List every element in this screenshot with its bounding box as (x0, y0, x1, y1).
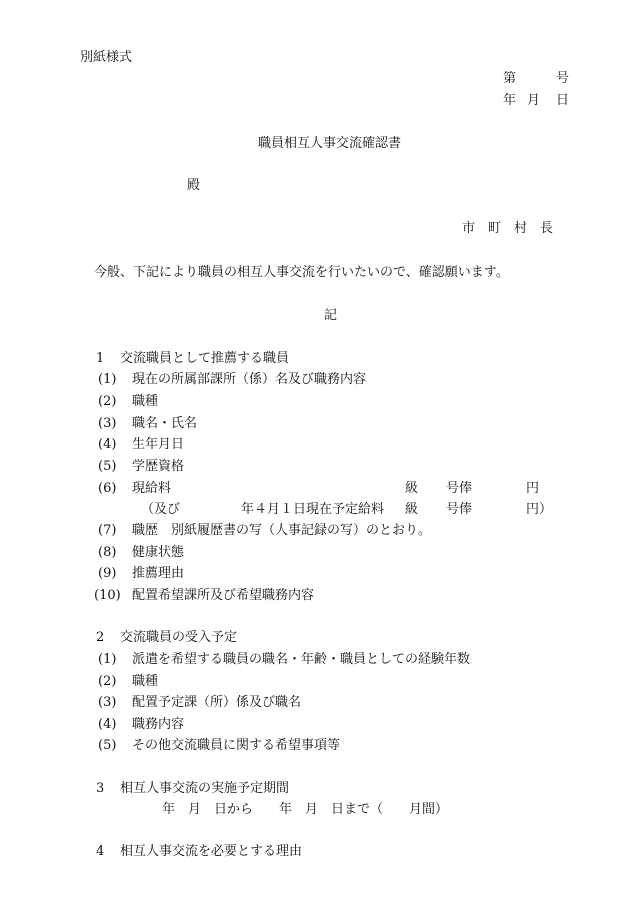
date-year: 年 (503, 93, 517, 108)
s1-item-5-number: (5) (98, 459, 117, 474)
salary-sub-prefix: （及び (141, 502, 181, 517)
date-day: 日 (556, 93, 570, 108)
salary-sub-gohou: 号俸 (446, 502, 473, 517)
ki-label: 記 (324, 308, 338, 323)
salary-en: 円 (526, 481, 540, 496)
doc-number-dai: 第 (503, 71, 517, 86)
salary-kyu: 級 (405, 481, 419, 496)
s2-item-2-text: 職種 (132, 674, 159, 689)
s1-item-6-number: (6) (98, 481, 117, 496)
section-3-heading: 相互人事交流の実施予定期間 (120, 781, 290, 796)
s1-item-9-text: 推薦理由 (132, 566, 185, 581)
intro-text: 今般、下記により職員の相互人事交流を行いたいので、確認願います。 (94, 265, 509, 280)
s1-item-4-number: (4) (98, 437, 117, 452)
s2-item-4-text: 職務内容 (132, 717, 185, 732)
s2-item-1-number: (1) (98, 652, 117, 667)
s1-item-4-text: 生年月日 (132, 437, 185, 452)
issuer: 市 町 村 長 (462, 221, 554, 236)
s2-item-3-number: (3) (98, 695, 117, 710)
s1-item-8-number: (8) (98, 545, 117, 560)
salary-gohou: 号俸 (446, 481, 473, 496)
form-label: 別紙様式 (80, 50, 133, 65)
section-4-heading: 相互人事交流を必要とする理由 (120, 844, 303, 859)
salary-sub-date: 年４月１日現在予定給料 (241, 502, 385, 517)
section-1-heading: 交流職員として推薦する職員 (120, 351, 290, 366)
s2-item-3-text: 配置予定課（所）係及び職名 (132, 695, 302, 710)
salary-sub-en: 円） (526, 502, 553, 517)
date-month: 月 (527, 93, 541, 108)
salary-sub-kyu: 級 (405, 502, 419, 517)
s1-item-3-text: 職名・氏名 (132, 416, 198, 431)
implementation-period: 年 月 日から 年 月 日まで（ 月間） (162, 802, 449, 817)
s1-item-7-text: 職歴 別紙履歴書の写（人事記録の写）のとおり。 (132, 523, 432, 538)
section-3-number: 3 (96, 781, 105, 796)
s2-item-5-number: (5) (98, 738, 117, 753)
section-2-number: 2 (96, 630, 105, 645)
s1-item-7-number: (7) (98, 523, 117, 538)
s1-item-1-number: (1) (98, 372, 117, 387)
s2-item-4-number: (4) (98, 717, 117, 732)
document-title: 職員相互人事交流確認書 (258, 136, 402, 151)
s2-item-5-text: その他交流職員に関する希望事項等 (132, 738, 341, 753)
addressee: 殿 (187, 178, 201, 193)
s1-item-1-text: 現在の所属部課所（係）名及び職務内容 (132, 372, 367, 387)
s1-item-8-text: 健康状態 (132, 545, 185, 560)
s1-item-6-text: 現給料 (132, 481, 172, 496)
section-1-number: 1 (96, 351, 105, 366)
s2-item-2-number: (2) (98, 674, 117, 689)
section-2-heading: 交流職員の受入予定 (120, 630, 238, 645)
s1-item-3-number: (3) (98, 416, 117, 431)
s1-item-2-text: 職種 (132, 394, 159, 409)
s1-item-5-text: 学歴資格 (132, 459, 185, 474)
s2-item-1-text: 派遣を希望する職員の職名・年齢・職員としての経験年数 (132, 652, 471, 667)
s1-item-9-number: (9) (98, 566, 117, 581)
doc-number-go: 号 (556, 71, 570, 86)
s1-item-2-number: (2) (98, 394, 117, 409)
s1-item-10-number: (10) (94, 588, 121, 603)
section-4-number: 4 (96, 844, 105, 859)
s1-item-10-text: 配置希望課所及び希望職務内容 (132, 588, 315, 603)
